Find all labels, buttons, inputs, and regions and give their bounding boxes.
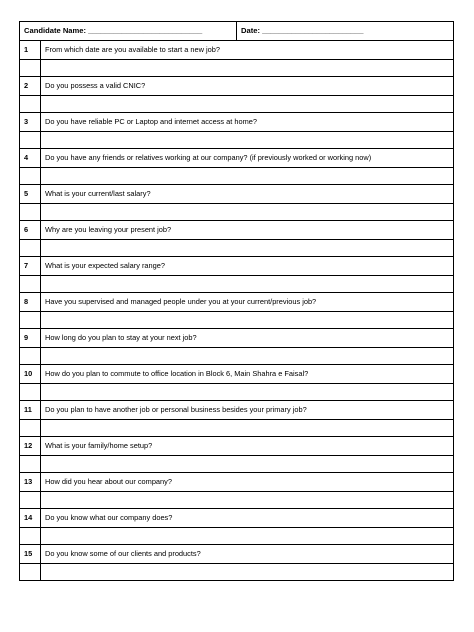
answer-field[interactable]	[41, 528, 454, 545]
answer-number-cell	[20, 240, 41, 257]
question-number: 14	[20, 509, 41, 528]
question-text: How did you hear about our company?	[41, 473, 454, 492]
question-text: Have you supervised and managed people under you at your current/previous job?	[41, 293, 454, 312]
question-text: What is your current/last salary?	[41, 185, 454, 204]
question-row	[20, 149, 454, 168]
answer-field[interactable]	[41, 384, 454, 401]
question-text: How long do you plan to stay at your next job?	[41, 329, 454, 348]
answer-row	[20, 564, 454, 581]
answer-row	[20, 240, 454, 257]
question-number: 2	[20, 77, 41, 96]
question-text: Do you know some of our clients and products?	[41, 545, 454, 564]
question-number: 8	[20, 293, 41, 312]
date-field[interactable]: Date: ________________________	[237, 22, 454, 41]
question-text: How do you plan to commute to office location in Block 6, Main Shahra e Faisal?	[41, 365, 454, 384]
question-number: 3	[20, 113, 41, 132]
answer-row	[20, 60, 454, 77]
question-text: Do you plan to have another job or personal business besides your primary job?	[41, 401, 454, 420]
answer-row	[20, 348, 454, 365]
question-row	[20, 545, 454, 564]
question-number: 10	[20, 365, 41, 384]
questionnaire-body	[20, 22, 454, 581]
answer-number-cell	[20, 60, 41, 77]
header-row	[20, 22, 454, 41]
answer-field[interactable]	[41, 240, 454, 257]
answer-number-cell	[20, 420, 41, 437]
question-number: 6	[20, 221, 41, 240]
question-number: 13	[20, 473, 41, 492]
answer-number-cell	[20, 564, 41, 581]
answer-row	[20, 132, 454, 149]
question-row	[20, 293, 454, 312]
question-number: 12	[20, 437, 41, 456]
question-row	[20, 77, 454, 96]
question-row	[20, 113, 454, 132]
question-number: 15	[20, 545, 41, 564]
answer-row	[20, 456, 454, 473]
answer-number-cell	[20, 384, 41, 401]
answer-number-cell	[20, 96, 41, 113]
question-row	[20, 41, 454, 60]
question-row	[20, 437, 454, 456]
question-row	[20, 329, 454, 348]
question-text: Do you know what our company does?	[41, 509, 454, 528]
answer-row	[20, 276, 454, 293]
answer-row	[20, 528, 454, 545]
answer-number-cell	[20, 456, 41, 473]
questionnaire-table	[19, 21, 454, 581]
question-text: Do you have any friends or relatives working at our company? (if previously worked or working now)	[41, 149, 454, 168]
answer-row	[20, 492, 454, 509]
question-row	[20, 221, 454, 240]
answer-field[interactable]	[41, 204, 454, 221]
answer-row	[20, 204, 454, 221]
answer-number-cell	[20, 168, 41, 185]
answer-field[interactable]	[41, 456, 454, 473]
question-row	[20, 473, 454, 492]
answer-field[interactable]	[41, 276, 454, 293]
answer-number-cell	[20, 492, 41, 509]
answer-number-cell	[20, 348, 41, 365]
answer-row	[20, 168, 454, 185]
answer-number-cell	[20, 312, 41, 329]
answer-row	[20, 420, 454, 437]
answer-field[interactable]	[41, 132, 454, 149]
answer-field[interactable]	[41, 312, 454, 329]
question-number: 1	[20, 41, 41, 60]
question-row	[20, 365, 454, 384]
question-text: Do you have reliable PC or Laptop and internet access at home?	[41, 113, 454, 132]
question-number: 9	[20, 329, 41, 348]
answer-field[interactable]	[41, 564, 454, 581]
question-row	[20, 257, 454, 276]
question-text: What is your expected salary range?	[41, 257, 454, 276]
answer-field[interactable]	[41, 492, 454, 509]
answer-field[interactable]	[41, 348, 454, 365]
answer-number-cell	[20, 204, 41, 221]
answer-row	[20, 312, 454, 329]
answer-field[interactable]	[41, 420, 454, 437]
answer-field[interactable]	[41, 60, 454, 77]
question-text: Why are you leaving your present job?	[41, 221, 454, 240]
question-row	[20, 509, 454, 528]
question-number: 7	[20, 257, 41, 276]
question-row	[20, 401, 454, 420]
question-number: 4	[20, 149, 41, 168]
question-number: 11	[20, 401, 41, 420]
answer-number-cell	[20, 528, 41, 545]
question-text: From which date are you available to start a new job?	[41, 41, 454, 60]
question-row	[20, 185, 454, 204]
candidate-name-field[interactable]: Candidate Name: ___________________________	[20, 22, 237, 41]
answer-row	[20, 384, 454, 401]
answer-field[interactable]	[41, 96, 454, 113]
question-text: What is your family/home setup?	[41, 437, 454, 456]
answer-field[interactable]	[41, 168, 454, 185]
question-text: Do you possess a valid CNIC?	[41, 77, 454, 96]
answer-row	[20, 96, 454, 113]
answer-number-cell	[20, 276, 41, 293]
question-number: 5	[20, 185, 41, 204]
answer-number-cell	[20, 132, 41, 149]
